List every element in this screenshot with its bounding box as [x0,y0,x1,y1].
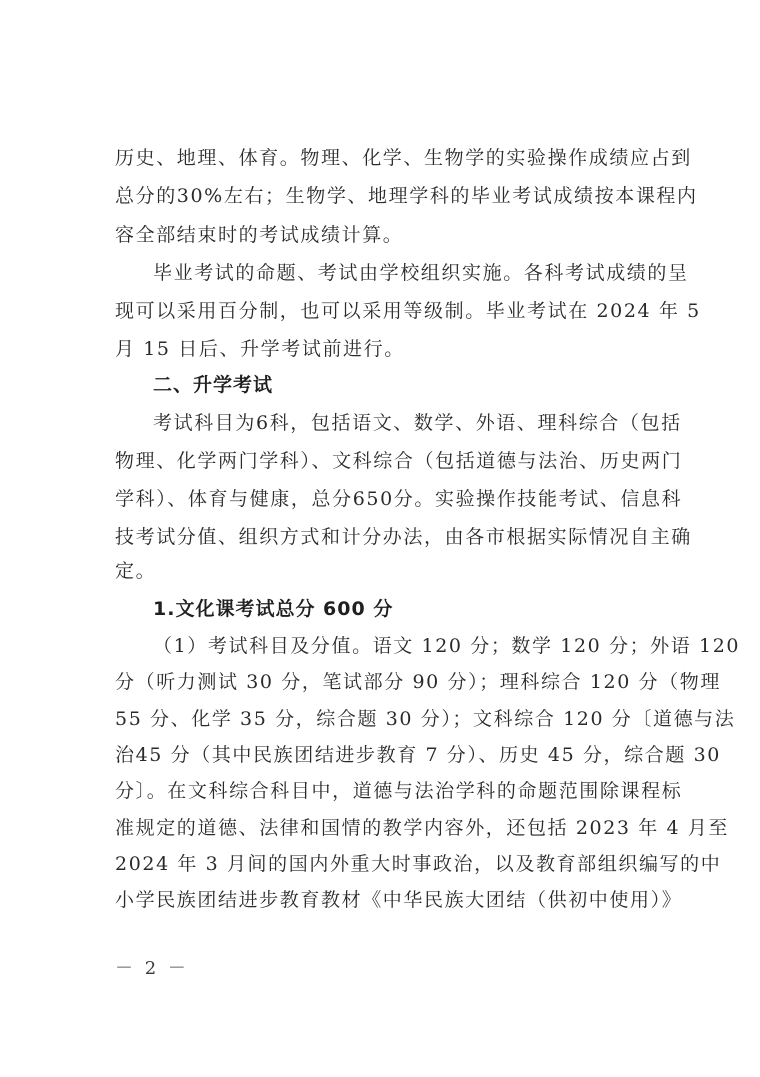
p3-line-3: 学科）、体育与健康，总分650分。实验操作技能考试、信息科 [115,488,683,510]
p1-line-1: 历史、地理、体育。物理、化学、生物学的实验操作成绩应占到 [115,147,692,169]
p4-line-2: 分（听力测试 30 分，笔试部分 90 分）；理科综合 120 分（物理 [115,671,721,693]
p4-line-3: 55 分、化学 35 分，综合题 30 分）；文科综合 120 分〔道德与法 [115,708,736,730]
p3-line-1: 考试科目为6科，包括语文、数学、外语、理科综合（包括 [153,412,682,434]
p4-line-5: 分〕。在文科综合科目中，道德与法治学科的命题范围除课程标 [115,780,683,802]
p4-line-1: （1）考试科目及分值。语文 120 分；数学 120 分；外语 120 [153,635,741,657]
p4-line-6: 准规定的道德、法律和国情的教学内容外，还包括 2023 年 4 月至 [115,817,730,839]
page-number: － 2 － [115,958,189,979]
p1-line-2: 总分的30%左右；生物学、地理学科的毕业考试成绩按本课程内 [115,185,698,207]
p4-line-8: 小学民族团结进步教育教材《中华民族大团结（供初中使用）》 [115,889,683,911]
p2-line-3: 月 15 日后、升学考试前进行。 [115,338,405,360]
p2-line-1: 毕业考试的命题、考试由学校组织实施。各科考试成绩的呈 [153,262,689,284]
p1-line-3: 容全部结束时的考试成绩计算。 [115,224,404,246]
section-heading-2: 二、升学考试 [153,374,274,396]
p4-line-4: 治45 分（其中民族团结进步教育 7 分）、历史 45 分，综合题 30 [115,744,721,766]
p4-line-7: 2024 年 3 月间的国内外重大时事政治，以及教育部组织编写的中 [115,853,722,875]
p3-line-5: 定。 [115,560,157,582]
subsection-heading-1: 1.文化课考试总分 600 分 [153,598,394,620]
p2-line-2: 现可以采用百分制，也可以采用等级制。毕业考试在 2024 年 5 [115,300,701,322]
p3-line-2: 物理、化学两门学科）、文科综合（包括道德与法治、历史两门 [115,450,683,472]
p3-line-4: 技考试分值、组织方式和计分办法，由各市根据实际情况自主确 [115,526,692,548]
